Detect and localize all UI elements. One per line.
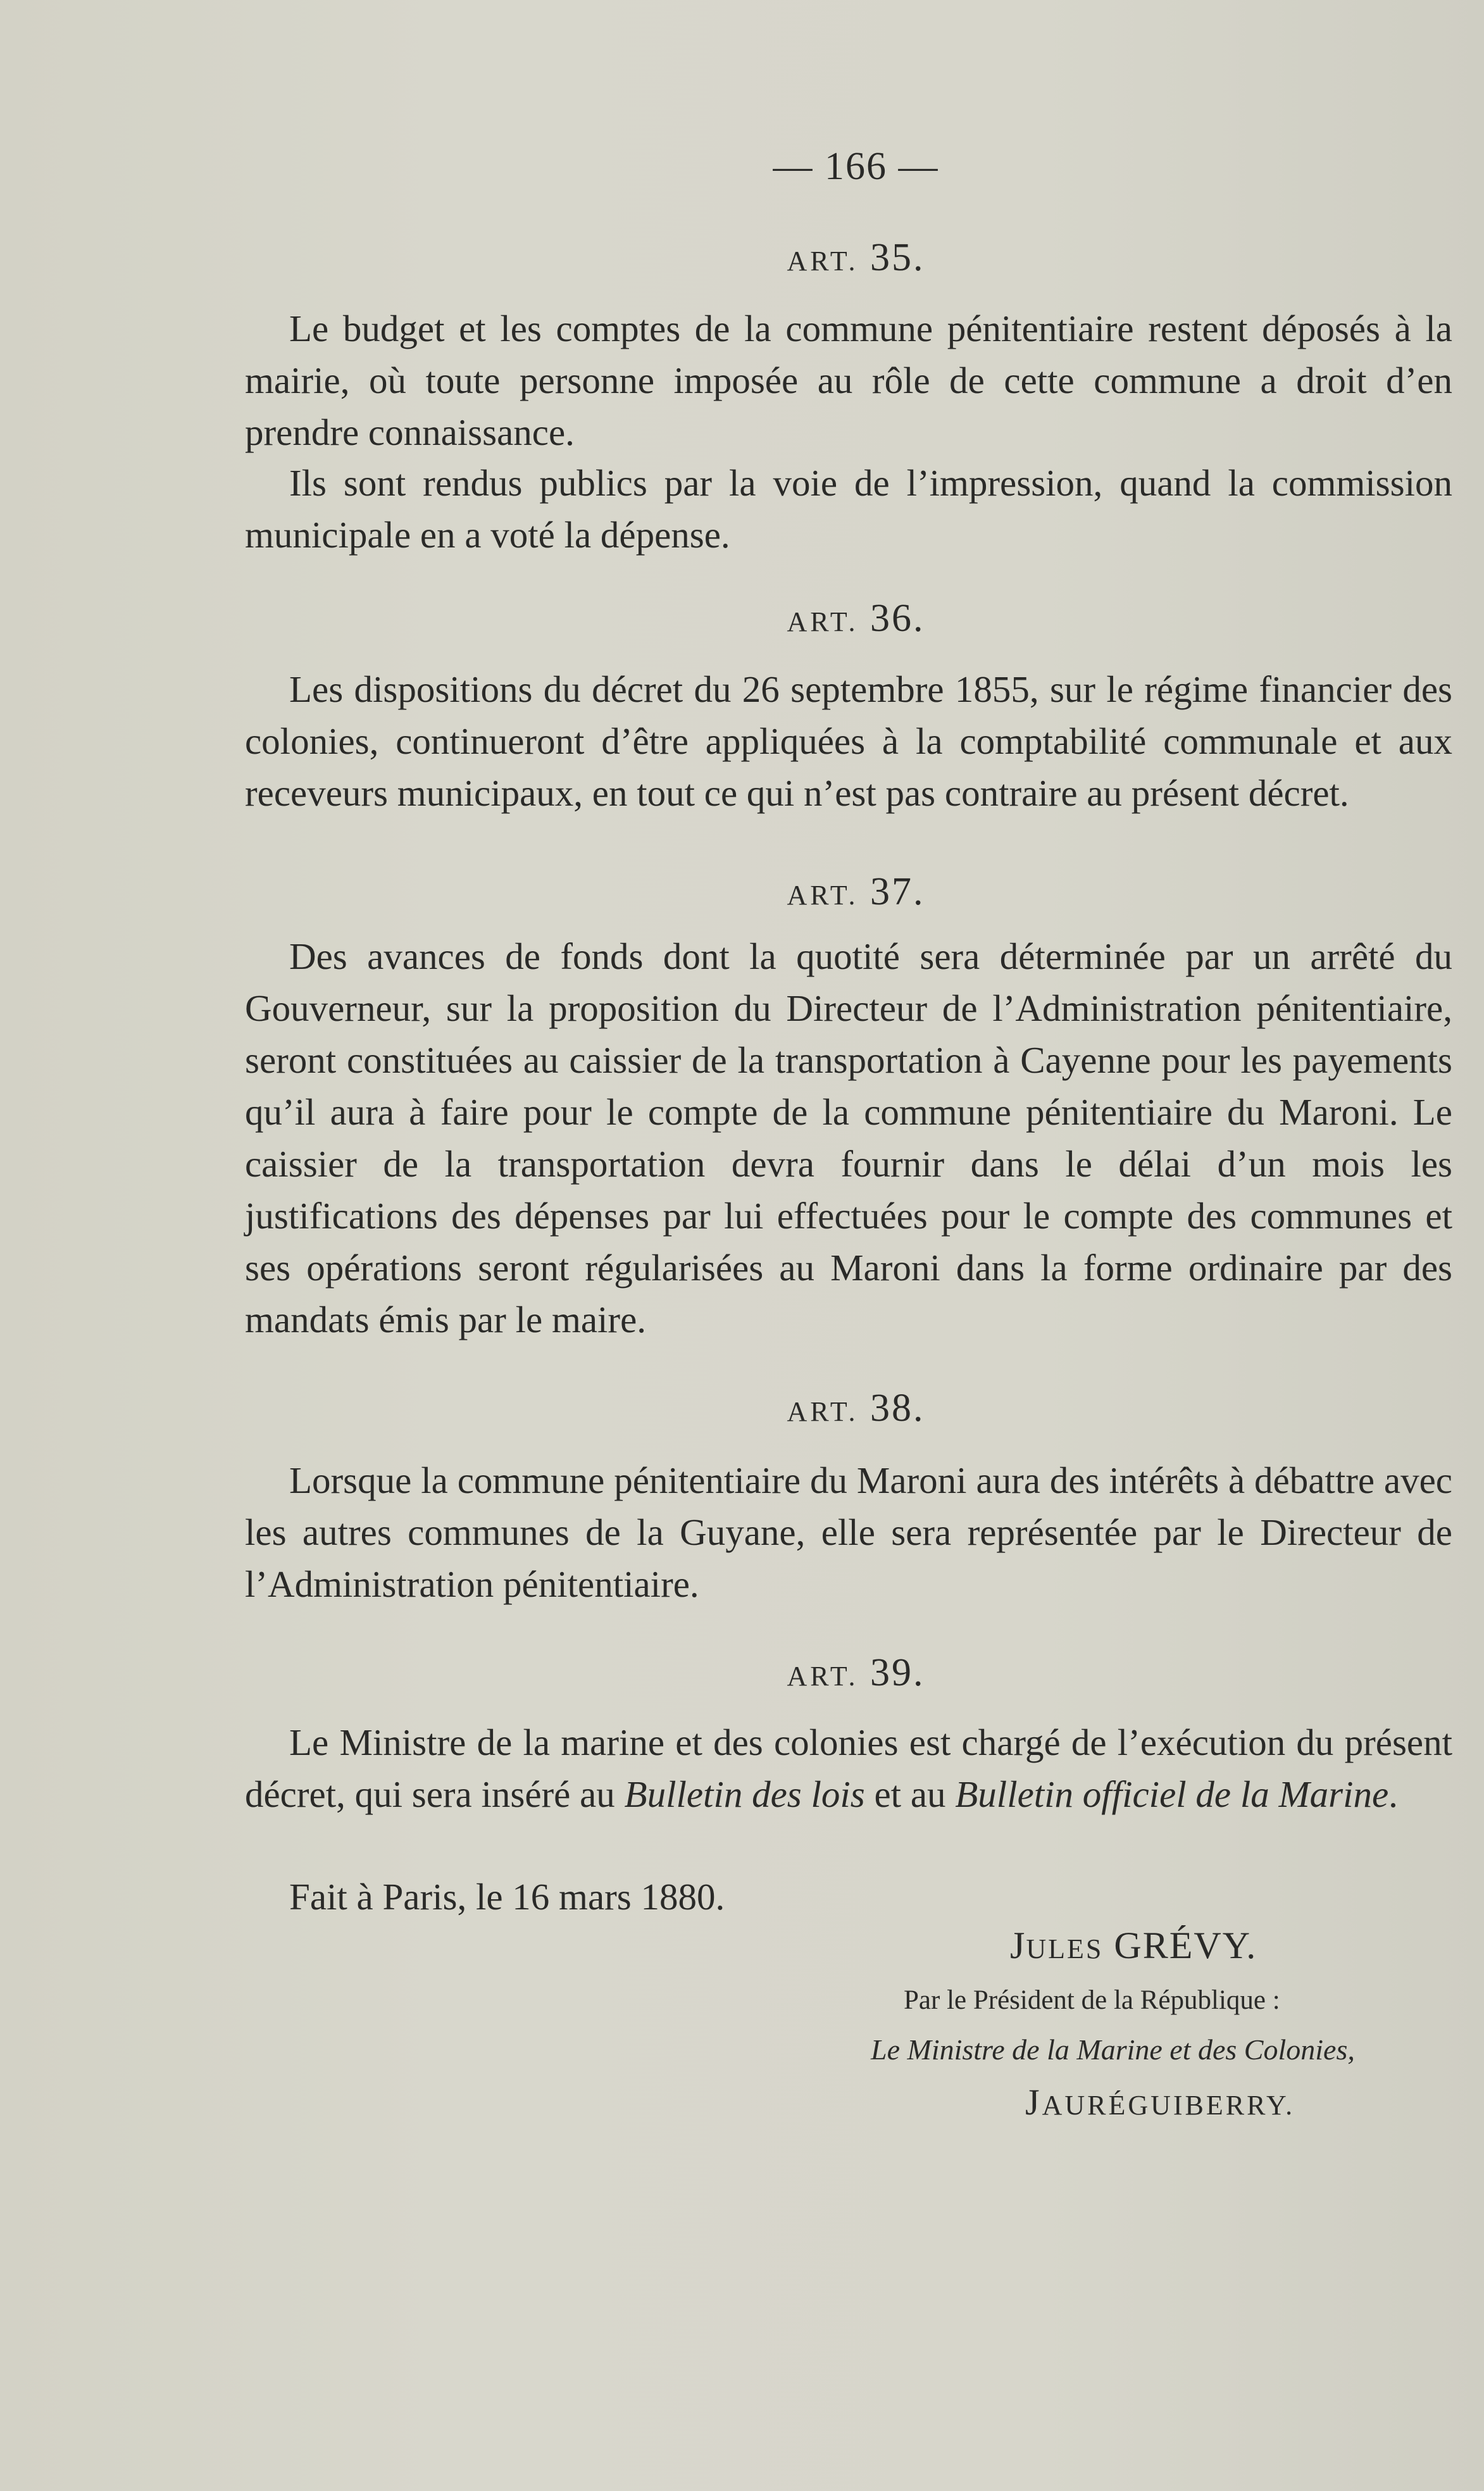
signature-minister-initial: J	[1025, 2082, 1042, 2123]
by-the-president-line: Par le Président de la République :	[904, 1985, 1280, 2015]
article-39-text-before: Le Ministre de la marine et des colonies est chargé de l’exécution du présent décret, qui sera inséré au	[245, 1721, 1452, 1815]
article-39-text-middle: et au	[864, 1773, 956, 1815]
article-heading-35	[0, 235, 1484, 280]
article-heading-37	[0, 870, 1484, 915]
signature-president-initial: J	[1010, 1925, 1026, 1966]
article-heading-number: 38.	[870, 1387, 925, 1430]
article-heading-number: 37.	[870, 870, 925, 913]
article-heading-number: 35.	[870, 236, 925, 279]
signature-president-surname: GRÉVY.	[1114, 1925, 1257, 1966]
article-heading-abbr: ART.	[787, 606, 859, 637]
article-heading-38	[0, 1386, 1484, 1431]
article-heading-36	[0, 596, 1484, 641]
bulletin-officiel-title: Bulletin officiel de la Marine	[955, 1773, 1389, 1815]
article-36-paragraph-1: Les dispositions du décret du 26 septembre 1855, sur le régime financier des colonies, continueront d’être appliquées à la comptabilité communale et aux receveurs municipaux, en tout ce qui n’est pas contraire au présent décret.	[245, 668, 1452, 814]
article-heading-abbr: ART.	[787, 246, 859, 277]
article-heading-abbr: ART.	[787, 1661, 859, 1692]
article-heading-abbr: ART.	[787, 880, 859, 911]
bulletin-des-lois-title: Bulletin des lois	[624, 1773, 865, 1815]
article-37-paragraph-1: Des avances de fonds dont la quotité sera déterminée par un arrêté du Gouverneur, sur la proposition du Directeur de l’Administration pénitentiaire, seront constituées au caissier de la transportation à Cayenne pour les payements qu’il aura à faire pour le compte de la commune pénitentiaire du Maroni. Le caissier de la transportation devra fournir dans le délai d’un mois les justifications des dépenses par lui effectuées pour le compte des communes et ses opérations seront régularisées au Maroni dans la forme ordinaire par des mandats émis par le maire.	[245, 935, 1452, 1340]
article-heading-number: 39.	[870, 1651, 925, 1694]
article-heading-abbr: ART.	[787, 1396, 859, 1427]
signature-president	[1010, 1924, 1257, 1968]
article-35-paragraph-2: Ils sont rendus publics par la voie de l’impression, quand la commission municipale en a voté la dépense.	[245, 462, 1452, 556]
article-heading-number: 36.	[870, 597, 925, 640]
signature-minister-surname: AURÉGUIBERRY.	[1042, 2090, 1295, 2121]
signature-president-firstname: ULES	[1026, 1933, 1104, 1964]
article-38-paragraph-1: Lorsque la commune pénitentiaire du Maroni aura des intérêts à débattre avec les autres communes de la Guyane, elle sera représentée par le Directeur de l’Administration pénitentiaire.	[245, 1459, 1452, 1605]
article-heading-39	[0, 1651, 1484, 1695]
minister-title-line: Le Ministre de la Marine et des Colonies,	[871, 2033, 1355, 2066]
page-number: — 166 —	[773, 145, 939, 188]
article-35-paragraph-1: Le budget et les comptes de la commune pénitentiaire restent déposés à la mairie, où toute personne imposée au rôle de cette commune a droit d’en prendre connaissance.	[245, 308, 1452, 453]
signature-minister	[1025, 2081, 1295, 2123]
closing-line: Fait à Paris, le 16 mars 1880.	[289, 1876, 725, 1918]
article-39-paragraph-1	[245, 1716, 1452, 1820]
article-39-text-after: .	[1388, 1773, 1398, 1815]
